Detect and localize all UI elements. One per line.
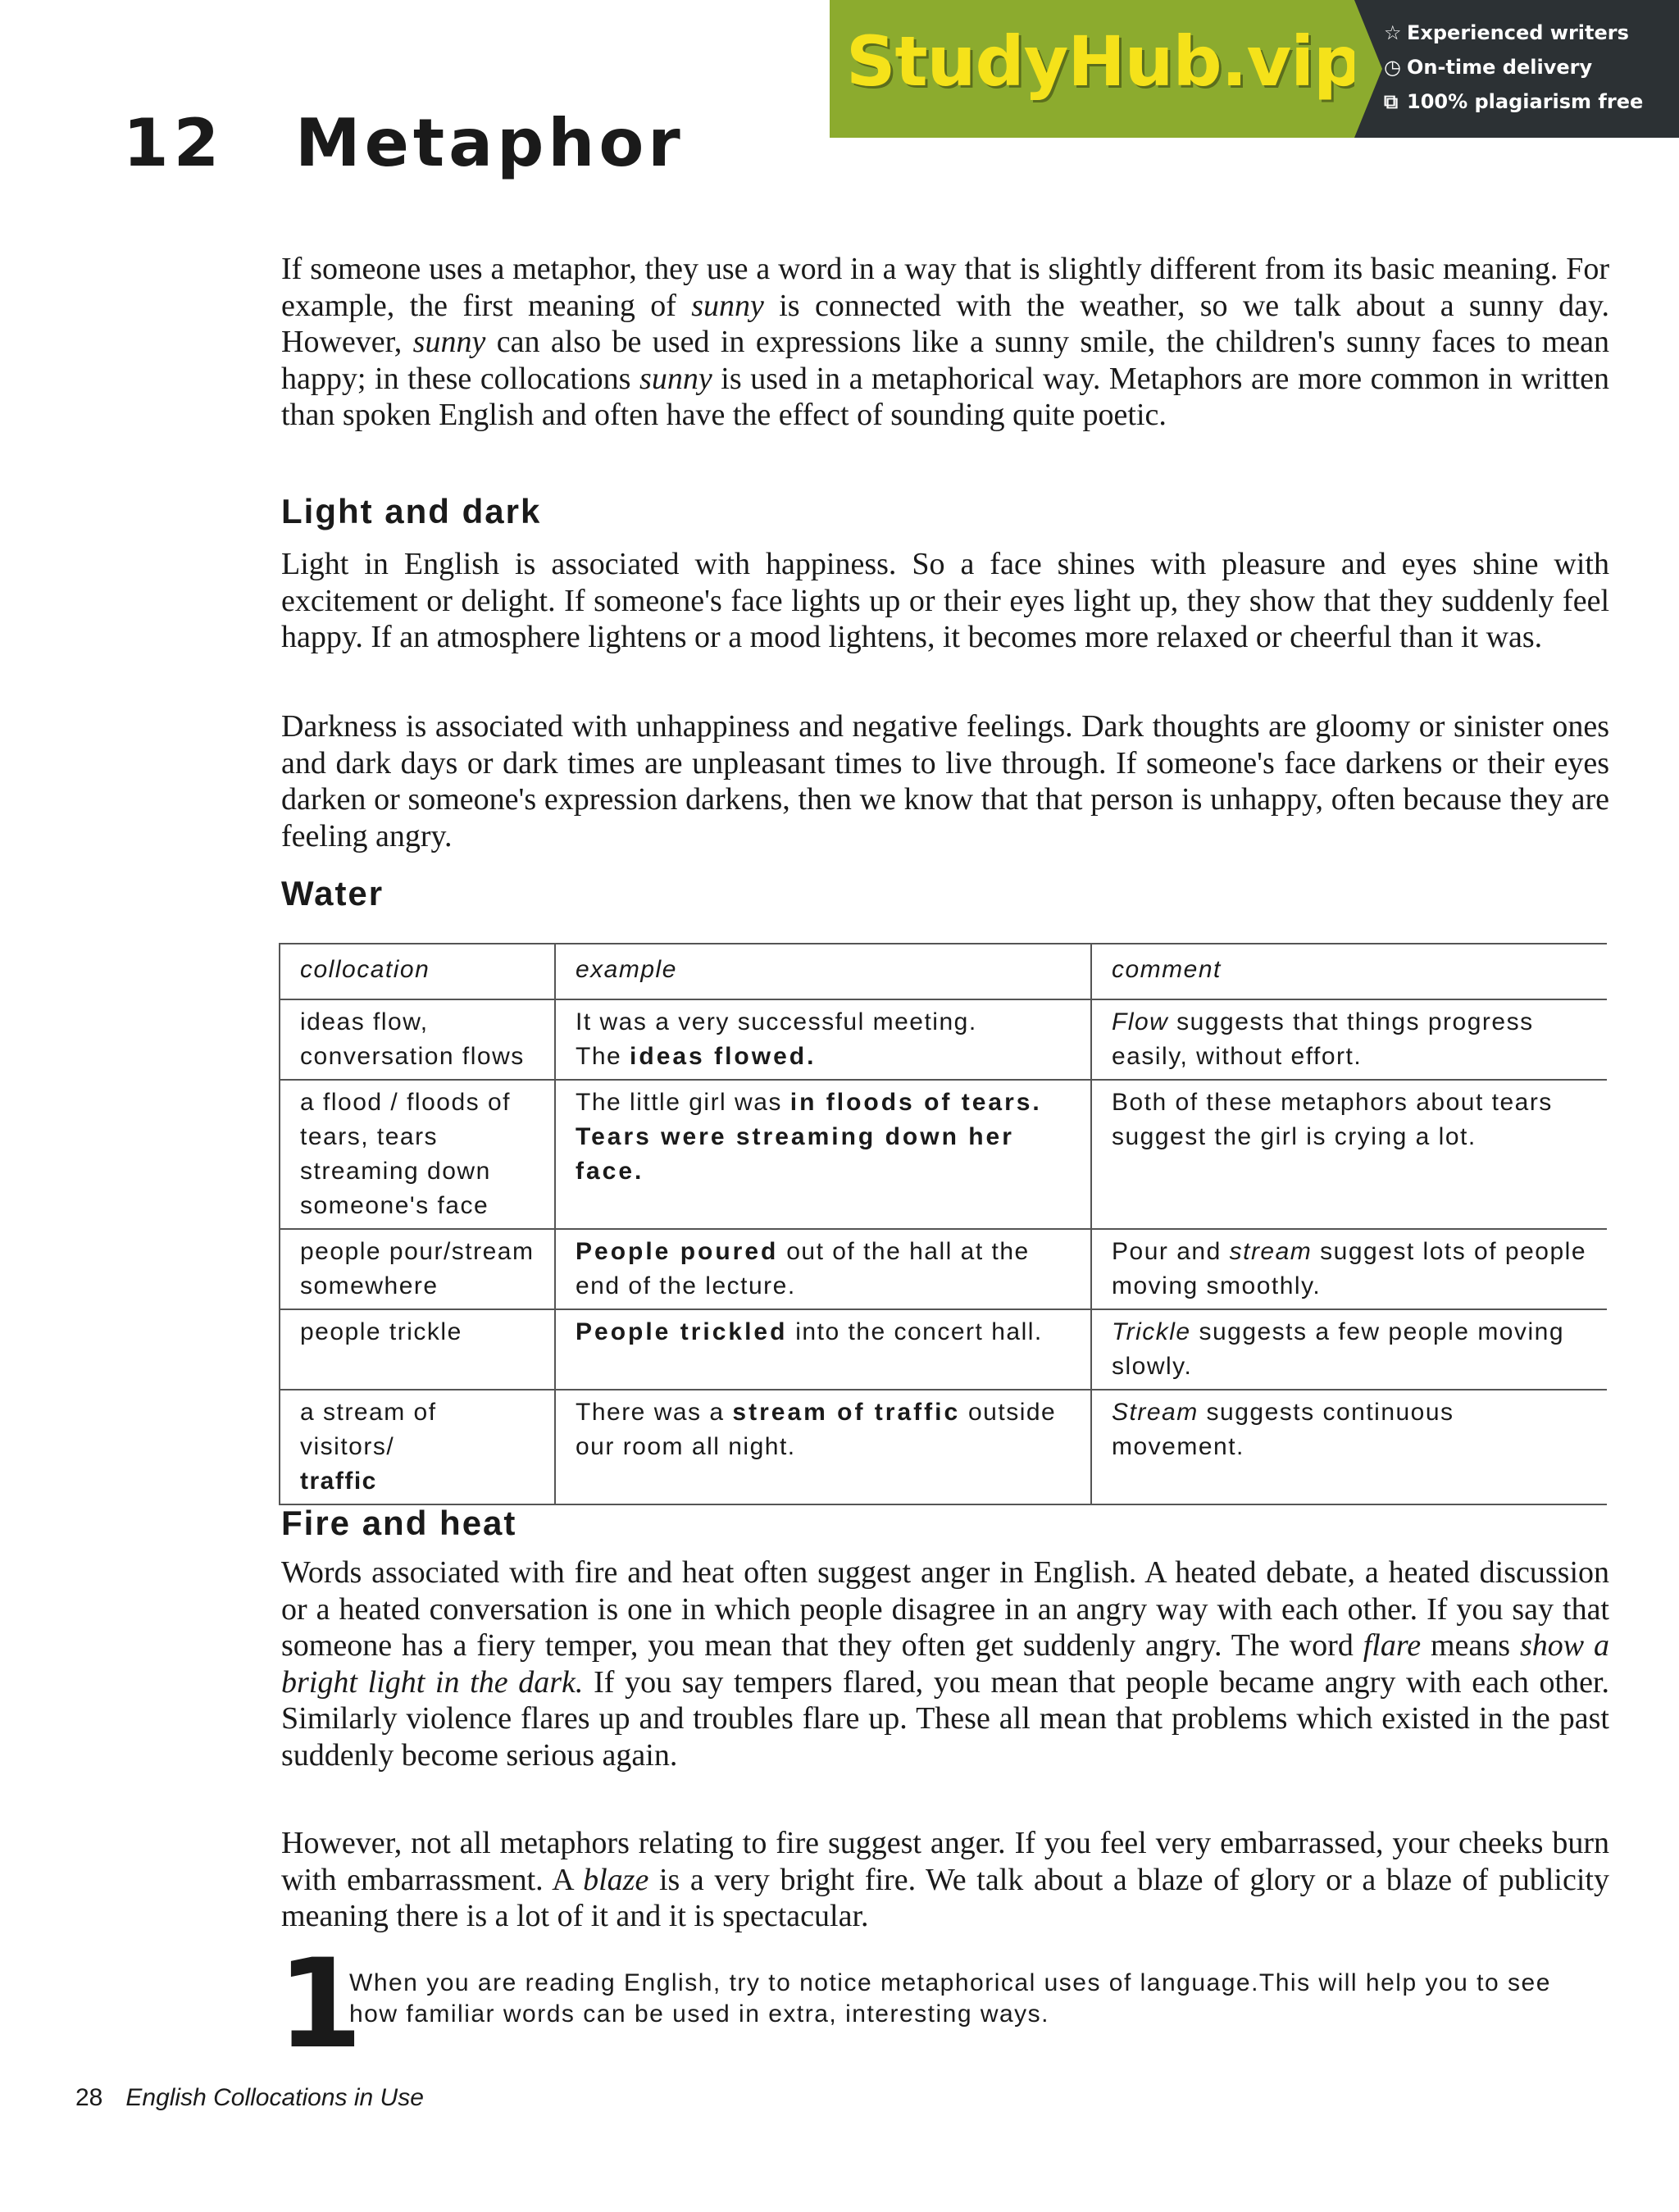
table-header-row [280,944,1607,999]
copy-icon: ⧉ [1384,90,1399,113]
water-section [281,874,1609,913]
studyhub-logo[interactable] [830,0,1363,138]
intro-paragraph: If someone uses a metaphor, they use a word in a way that is slightly different from its basic meaning. For example, the first meaning of sunny is connected with the weather, so we talk about a sunny day. However, sunny can also be used in expressions like a sunny smile, the children's sunny faces to mean happy; in these collocations sunny is used in a metaphorical way. Metaphors are more common in written than spoken English and often have the effect of sounding quite poetic. [281,252,1610,432]
comment-cell: Both of these metaphors about tears suggest the girl is crying a lot. [1091,1080,1607,1229]
example-cell: The little girl was in floods of tears. Tears were streaming down her face. [555,1080,1091,1229]
table-row [280,1390,1607,1504]
light-dark-para1: Light in English is associated with happiness. So a face shines with pleasure and eyes shine with excitement or delight. If someone's face lights up or their eyes light up, they show that they suddenly feel happy. If an atmosphere lightens or a mood lightens, it becomes more relaxed or cheerful than it was. [281,547,1609,654]
light-dark-section [281,492,1609,531]
light-dark-para2-wrap [281,708,1609,854]
clock-icon: ◷ [1384,56,1401,79]
fire-heat-para1-wrap [281,1554,1609,1773]
fire-heat-section [281,1504,1609,1543]
collocation-cell: people pour/stream somewhere [280,1229,555,1309]
fire-heat-para2-wrap [281,1825,1609,1935]
water-collocations-table [279,943,1607,1505]
collocation-cell: people trickle [280,1309,555,1390]
table-row [280,1309,1607,1390]
studyhub-logo-text: StudyHub.vip [846,21,1363,102]
page-number: 28 [75,2084,103,2111]
intro-section [281,251,1609,434]
star-icon: ☆ [1384,21,1402,44]
studyhub-banner[interactable] [830,0,1679,138]
tip-text: When you are reading English, try to notice metaphorical uses of language.This will help you to see how familiar words can be used in extra, interesting ways. [349,1969,1551,2028]
table-header: example [555,944,1091,999]
light-dark-heading: Light and dark [281,492,542,530]
fire-heat-para2: However, not all metaphors relating to fire suggest anger. If you feel very embarrassed, your cheeks burn with embarrassment. A blaze is a very bright fire. We talk about a blaze of glory or a blaze of publicity meaning there is a lot of it and it is spectacular. [281,1826,1609,1933]
example-cell: There was a stream of traffic outside our room all night. [555,1390,1091,1504]
collocation-cell: ideas flow, conversation flows [280,999,555,1080]
water-heading: Water [281,874,384,913]
example-cell: People poured out of the hall at the end of the lecture. [555,1229,1091,1309]
table-row [280,1080,1607,1229]
comment-cell: Trickle suggests a few people moving slowly. [1091,1309,1607,1390]
book-title: English Collocations in Use [125,2084,424,2111]
collocation-cell: a stream of visitors/ traffic [280,1390,555,1504]
comment-cell: Pour and stream suggest lots of people moving smoothly. [1091,1229,1607,1309]
comment-cell: Flow suggests that things progress easily, without effort. [1091,999,1607,1080]
table-row [280,999,1607,1080]
banner-arrow-shape [1354,0,1382,138]
page-footer [75,2084,424,2112]
fire-heat-heading: Fire and heat [281,1504,517,1542]
tip-number: 1 [277,1933,363,2076]
banner-feature-writers: ☆ Experienced writers [1384,21,1629,44]
comment-cell: Stream suggests continuous movement. [1091,1390,1607,1504]
unit-number: 12 [123,105,225,181]
example-cell: People trickled into the concert hall. [555,1309,1091,1390]
table-header: collocation [280,944,555,999]
unit-title: Metaphor [295,105,685,181]
table-header: comment [1091,944,1607,999]
fire-heat-para1: Words associated with fire and heat often suggest anger in English. A heated debate, a heated discussion or a heated conversation is one in which people disagree in an angry way with each other. If you say that someone has a fiery temper, you mean that they often get suddenly angry. The word flare means show a bright light in the dark. If you say tempers flared, you mean that people became angry with each other. Similarly violence flares up and troubles flare up. These all mean that problems which existed in the past suddenly become serious again. [281,1555,1610,1773]
table-row [280,1229,1607,1309]
banner-feature-delivery: ◷ On-time delivery [1384,56,1593,79]
light-dark-para1-wrap [281,546,1609,656]
light-dark-para2: Darkness is associated with unhappiness and negative feelings. Dark thoughts are gloomy or sinister ones and dark days or dark times are unpleasant times to live through. If someone's face darkens or their eyes darken or someone's expression darkens, then we know that that person is unhappy, often because they are feeling angry. [281,709,1609,853]
banner-feature-plagiarism: ⧉ 100% plagiarism free [1384,90,1644,113]
collocation-cell: a flood / floods of tears, tears streaming down someone's face [280,1080,555,1229]
example-cell: It was a very successful meeting. The ideas flowed. [555,999,1091,1080]
